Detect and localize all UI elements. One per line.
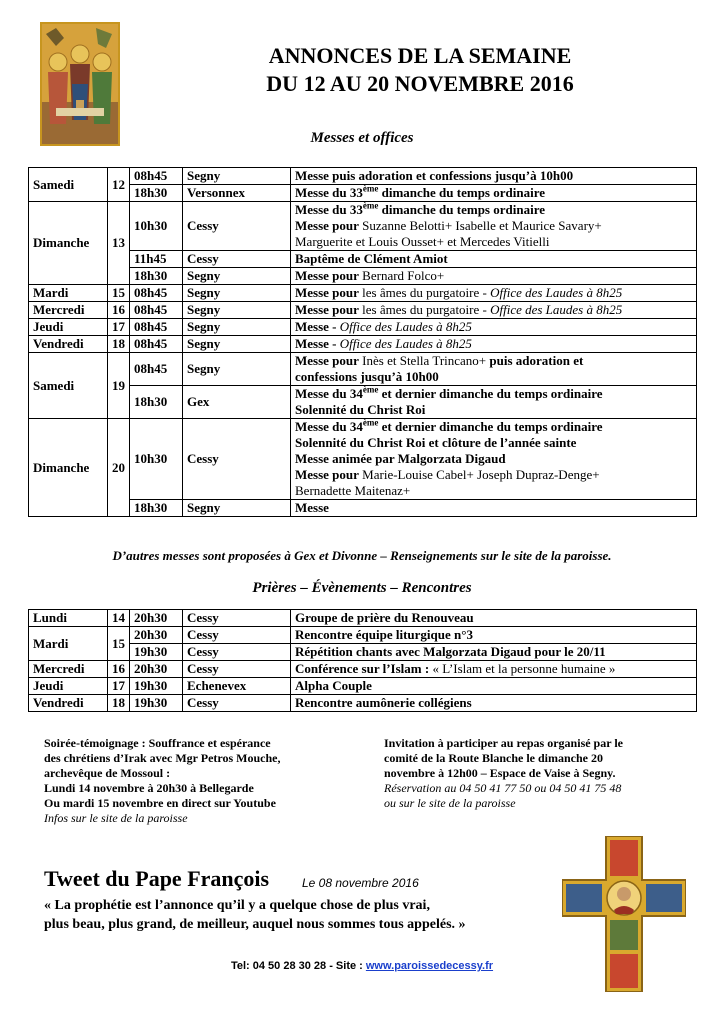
place-cell: Cessy (183, 644, 291, 661)
description-cell: Messe du 33ème dimanche du temps ordinaire Messe pour Suzanne Belotti+ Isabelle et Maurice Savary+ Marguerite et Louis Ousset+ et Mercedes Vitielli (291, 202, 697, 251)
table-row (29, 386, 697, 419)
description-cell: Conférence sur l’Islam : « L’Islam et la personne humaine » (291, 661, 697, 678)
footer-phone: Tel: 04 50 28 30 28 - Site : (230, 960, 366, 972)
time-cell: 20h30 (130, 627, 183, 644)
time-cell: 08h45 (130, 168, 183, 185)
place-cell: Segny (183, 168, 291, 185)
description-cell: Messe du 34ème et dernier dimanche du temps ordinaire Solennité du Christ Roi et clôture de l’année sainte Messe animée par Malgorzata Digaud Messe pour Marie-Louise Cabel+ Joseph Dupraz-Denge+ Bernadette Maitenaz+ (291, 419, 697, 500)
time-cell: 20h30 (130, 661, 183, 678)
description-cell: Rencontre aumônerie collégiens (291, 695, 697, 712)
table-row (29, 251, 697, 268)
time-cell: 18h30 (130, 386, 183, 419)
time-cell: 11h45 (130, 251, 183, 268)
day-cell: Samedi (29, 353, 108, 419)
section-title-events: Prières – Évènements – Rencontres (252, 580, 472, 596)
place-cell: Segny (183, 500, 291, 517)
table-row (29, 661, 697, 678)
time-cell: 19h30 (130, 695, 183, 712)
trinity-icon-image (40, 22, 120, 146)
date-cell: 15 (108, 627, 130, 661)
description-cell: Messe du 33ème dimanche du temps ordinaire (291, 185, 697, 202)
description-cell: Alpha Couple (291, 678, 697, 695)
day-cell: Mardi (29, 285, 108, 302)
date-cell: 13 (108, 202, 130, 285)
place-cell: Segny (183, 302, 291, 319)
description-cell: Baptême de Clément Amiot (291, 251, 697, 268)
time-cell: 19h30 (130, 644, 183, 661)
description-cell: Messe pour Inès et Stella Trincano+ puis adoration et confessions jusqu’à 10h00 (291, 353, 697, 386)
page-title: ANNONCES DE LA SEMAINE DU 12 AU 20 NOVEMBRE 2016 (266, 43, 574, 96)
masses-table (28, 167, 697, 517)
day-cell: Jeudi (29, 678, 108, 695)
time-cell: 20h30 (130, 610, 183, 627)
date-cell: 15 (108, 285, 130, 302)
time-cell: 08h45 (130, 353, 183, 386)
date-cell: 14 (108, 610, 130, 627)
day-cell: Jeudi (29, 319, 108, 336)
description-cell: Rencontre équipe liturgique n°3 (291, 627, 697, 644)
day-cell: Samedi (29, 168, 108, 202)
time-cell: 19h30 (130, 678, 183, 695)
table-row (29, 353, 697, 386)
section-title-masses: Messes et offices (310, 130, 414, 146)
table-row (29, 168, 697, 185)
place-cell: Segny (183, 285, 291, 302)
place-cell: Segny (183, 319, 291, 336)
tweet-quote: « La prophétie est l’annonce qu’il y a quelque chose de plus vrai, plus beau, plus grand, de meilleur, auquel nous sommes tous appelés. » (44, 898, 466, 932)
table-row (29, 627, 697, 644)
table-row (29, 285, 697, 302)
tweet-title: Tweet du Pape François (44, 866, 270, 891)
place-cell: Cessy (183, 661, 291, 678)
tweet-date: Le 08 novembre 2016 (302, 876, 419, 890)
description-cell: Répétition chants avec Malgorzata Digaud pour le 20/11 (291, 644, 697, 661)
date-cell: 17 (108, 319, 130, 336)
description-cell: Messe pour Bernard Folco+ (291, 268, 697, 285)
date-cell: 17 (108, 678, 130, 695)
day-cell: Dimanche (29, 202, 108, 285)
table-row (29, 644, 697, 661)
footer-contact (0, 960, 724, 972)
time-cell: 08h45 (130, 285, 183, 302)
description-cell: Messe pour les âmes du purgatoire - Office des Laudes à 8h25 (291, 285, 697, 302)
date-cell: 20 (108, 419, 130, 517)
description-cell: Messe - Office des Laudes à 8h25 (291, 336, 697, 353)
testimony-announcement: Soirée-témoignage : Souffrance et espérance des chrétiens d’Irak avec Mgr Petros Mouche, archevêque de Mossoul : Lundi 14 novembre à 20h30 à Bellegarde Ou mardi 15 novembre en direct sur Youtube Infos sur le site de la paroisse (44, 736, 281, 825)
time-cell: 18h30 (130, 500, 183, 517)
time-cell: 10h30 (130, 419, 183, 500)
table-row (29, 302, 697, 319)
place-cell: Cessy (183, 610, 291, 627)
day-cell: Dimanche (29, 419, 108, 517)
other-masses-note: D’autres messes sont proposées à Gex et Divonne – Renseignements sur le site de la paroisse. (112, 548, 612, 563)
time-cell: 08h45 (130, 336, 183, 353)
time-cell: 18h30 (130, 185, 183, 202)
website-link[interactable]: www.paroissedecessy.fr (365, 960, 494, 972)
day-cell: Mercredi (29, 661, 108, 678)
time-cell: 08h45 (130, 302, 183, 319)
table-row (29, 695, 697, 712)
date-cell: 18 (108, 695, 130, 712)
description-cell: Messe - Office des Laudes à 8h25 (291, 319, 697, 336)
day-cell: Vendredi (29, 336, 108, 353)
place-cell: Cessy (183, 419, 291, 500)
events-table (28, 609, 697, 712)
description-cell: Messe pour les âmes du purgatoire - Office des Laudes à 8h25 (291, 302, 697, 319)
table-row (29, 678, 697, 695)
time-cell: 18h30 (130, 268, 183, 285)
place-cell: Cessy (183, 627, 291, 644)
place-cell: Cessy (183, 695, 291, 712)
description-cell: Messe (291, 500, 697, 517)
place-cell: Segny (183, 268, 291, 285)
table-row (29, 336, 697, 353)
table-row (29, 500, 697, 517)
place-cell: Gex (183, 386, 291, 419)
time-cell: 10h30 (130, 202, 183, 251)
table-row (29, 202, 697, 251)
place-cell: Segny (183, 353, 291, 386)
place-cell: Versonnex (183, 185, 291, 202)
date-cell: 12 (108, 168, 130, 202)
table-row (29, 610, 697, 627)
table-row (29, 419, 697, 500)
day-cell: Lundi (29, 610, 108, 627)
place-cell: Cessy (183, 251, 291, 268)
table-row (29, 268, 697, 285)
table-row (29, 319, 697, 336)
date-cell: 16 (108, 661, 130, 678)
description-cell: Messe du 34ème et dernier dimanche du temps ordinaire Solennité du Christ Roi (291, 386, 697, 419)
date-cell: 18 (108, 336, 130, 353)
place-cell: Cessy (183, 202, 291, 251)
place-cell: Segny (183, 336, 291, 353)
description-cell: Messe puis adoration et confessions jusqu’à 10h00 (291, 168, 697, 185)
time-cell: 08h45 (130, 319, 183, 336)
table-row (29, 185, 697, 202)
day-cell: Vendredi (29, 695, 108, 712)
date-cell: 19 (108, 353, 130, 419)
day-cell: Mardi (29, 627, 108, 661)
day-cell: Mercredi (29, 302, 108, 319)
meal-invitation: Invitation à participer au repas organisé par le comité de la Route Blanche le dimanche 20 novembre à 12h00 – Espace de Vaise à Segny. Réservation au 04 50 41 77 50 ou 04 50 41 75 48 ou sur le site de la paroisse (384, 736, 624, 810)
place-cell: Echenevex (183, 678, 291, 695)
date-cell: 16 (108, 302, 130, 319)
description-cell: Groupe de prière du Renouveau (291, 610, 697, 627)
